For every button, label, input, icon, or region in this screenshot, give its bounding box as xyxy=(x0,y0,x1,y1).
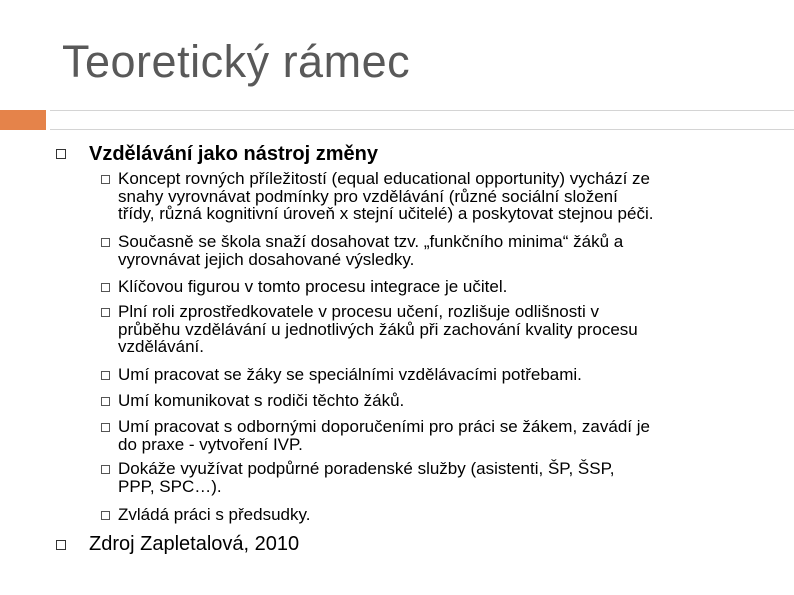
sub-bullet-line: Umí komunikovat s rodiči těchto žáků. xyxy=(118,391,405,410)
sub-bullet-item xyxy=(118,303,768,356)
source-citation: Zdroj Zapletalová, 2010 xyxy=(89,533,300,555)
sub-bullet-line: PPP, SPC…). xyxy=(118,476,222,496)
sub-bullet-box-icon xyxy=(101,283,110,292)
accent-bar xyxy=(0,110,46,130)
sub-bullet-line: třídy, různá kognitivní úroveň x stejní učitelé) a poskytovat stejnou péči. xyxy=(118,204,654,223)
sub-bullet-line: Plní roli zprostředkovatele v procesu učení, rozlišuje odlišnosti v xyxy=(118,302,599,321)
sub-bullet-box-icon xyxy=(101,397,110,406)
sub-bullet-line: průběhu vzdělávání u jednotlivých žáků při zachování kvality procesu xyxy=(118,319,638,339)
sub-bullet-box-icon xyxy=(101,371,110,380)
sub-bullet-box-icon xyxy=(101,465,110,474)
sub-bullet-box-icon xyxy=(101,511,110,520)
sub-bullet-item xyxy=(118,392,768,410)
sub-bullet-line: Současně se škola snaží dosahovat tzv. „funkčního minima“ žáků a xyxy=(118,232,624,251)
sub-bullet-box-icon xyxy=(101,308,110,317)
sub-bullet-line: vyrovnávat jejich dosahované výsledky. xyxy=(118,249,415,269)
sub-bullet-item xyxy=(118,460,768,495)
sub-bullet-line: do praxe - vytvoření IVP. xyxy=(118,434,303,454)
sub-bullet-line: Zvládá práci s předsudky. xyxy=(118,505,311,524)
sub-bullet-item xyxy=(118,278,768,296)
sub-bullet-item xyxy=(118,233,768,268)
bullet-heading: Vzdělávání jako nástroj změny xyxy=(89,143,378,165)
sub-bullet-line: Klíčovou figurou v tomto procesu integrace je učitel. xyxy=(118,277,508,296)
sub-bullet-box-icon xyxy=(101,423,110,432)
slide-title: Teoretický rámec xyxy=(62,36,411,87)
sub-bullet-item xyxy=(118,506,768,524)
sub-bullet-line: Koncept rovných příležitostí (equal educational opportunity) vychází ze xyxy=(118,169,651,188)
sub-bullet-item xyxy=(118,170,768,223)
sub-bullet-line: Umí pracovat se žáky se speciálními vzdělávacími potřebami. xyxy=(118,365,582,384)
sub-bullet-line: Dokáže využívat podpůrné poradenské služby (asistenti, ŠP, ŠSP, xyxy=(118,459,615,478)
sub-bullet-line: snahy vyrovnávat podmínky pro vzdělávání (různé sociální složení xyxy=(118,186,618,206)
sub-bullet-line: Umí pracovat s odbornými doporučeními pro práci se žákem, zavádí je xyxy=(118,417,650,436)
sub-bullet-line: vzdělávání. xyxy=(118,337,204,356)
sub-bullet-item xyxy=(118,366,768,384)
sub-bullet-item xyxy=(118,418,768,453)
bullet-box-icon xyxy=(56,540,66,550)
sub-bullet-box-icon xyxy=(101,175,110,184)
bullet-box-icon xyxy=(56,149,66,159)
title-divider xyxy=(50,110,794,130)
sub-bullet-box-icon xyxy=(101,238,110,247)
